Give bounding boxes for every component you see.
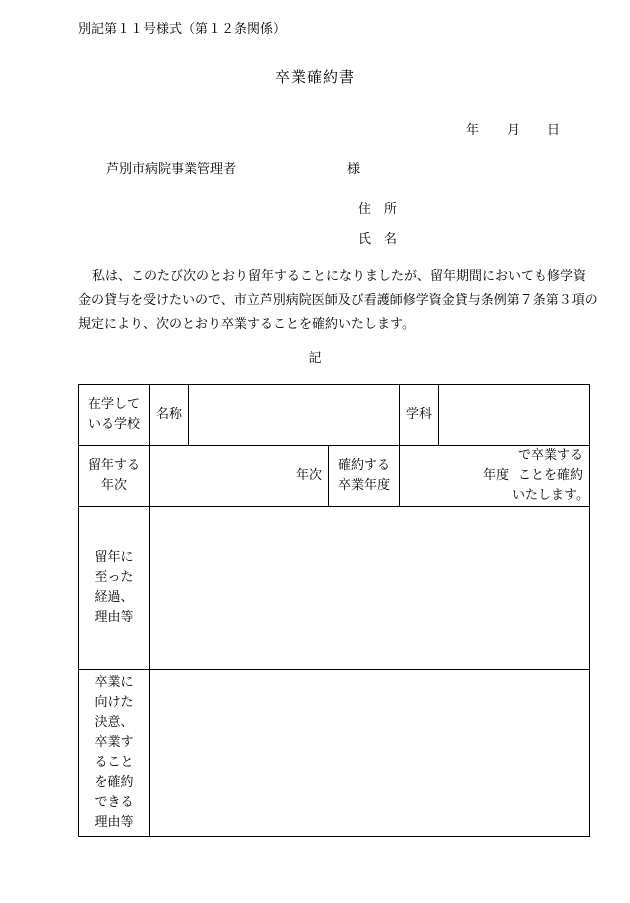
form-number: 別記第１１号様式（第１２条関係） (78, 22, 287, 37)
department-label: 学科 (400, 385, 439, 446)
repeat-year-label-cell (79, 446, 150, 507)
school-label-line: 在学して (87, 397, 140, 412)
ki-heading: 記 (308, 351, 322, 366)
resolve-input[interactable] (150, 670, 590, 837)
school-label-cell (79, 385, 150, 446)
resolve-label-line: できる (94, 795, 134, 810)
commit-text-line: で卒業する (518, 448, 584, 463)
date-year: 年 (466, 123, 480, 138)
body-paragraph: 私は、このたび次のとおり留年することになりましたが、留年期間においても修学資金の貸与を受けたいので、市立芦別病院医師及び看護師修学資金貸与条例第７条第３項の規定により、次のとおり卒業することを確約いたします。 (78, 269, 598, 332)
resolve-label-line: 理由等 (94, 815, 134, 830)
school-label-line: いる学校 (87, 417, 140, 432)
department-input[interactable] (439, 385, 590, 446)
reason-label-line: 留年に (94, 550, 134, 565)
repeat-year-label-line: 留年する (87, 458, 140, 473)
document-title: 卒業確約書 (274, 68, 355, 86)
commit-year-label-line: 確約する (338, 458, 391, 473)
fiscal-year-unit: 年度 (483, 468, 510, 483)
commit-year-label-cell (329, 446, 400, 507)
date-month: 月 (507, 123, 521, 138)
resolve-label-line: 卒業す (94, 735, 134, 750)
commit-year-input[interactable] (400, 446, 590, 507)
reason-label-line: 経過、 (94, 590, 134, 605)
name-label: 氏 名 (358, 232, 398, 247)
form-table (78, 384, 590, 837)
commit-text-line: ことを確約 (518, 468, 584, 483)
school-name-input[interactable] (189, 385, 400, 446)
resolve-label-line: ること (94, 755, 134, 770)
repeat-year-label-line: 年次 (100, 478, 127, 493)
reason-label-cell (79, 507, 150, 670)
address-label: 住 所 (358, 202, 398, 217)
honorific: 様 (347, 162, 361, 177)
reason-input[interactable] (150, 507, 590, 670)
addressee: 芦別市病院事業管理者 (106, 162, 237, 177)
reason-label-line: 至った (94, 570, 134, 585)
reason-label-line: 理由等 (94, 610, 134, 625)
resolve-label-line: を確約 (94, 775, 134, 790)
resolve-label-line: 決意、 (94, 715, 134, 730)
date-day: 日 (547, 123, 561, 138)
commit-year-label-line: 卒業年度 (338, 478, 391, 493)
resolve-label-cell (79, 670, 150, 837)
year-unit: 年次 (295, 468, 322, 483)
school-name-label: 名称 (150, 385, 189, 446)
commit-text-line: いたします。 (512, 488, 590, 503)
resolve-label-line: 卒業に (94, 675, 134, 690)
resolve-label-line: 向けた (94, 695, 134, 710)
repeat-year-input[interactable] (150, 446, 329, 507)
